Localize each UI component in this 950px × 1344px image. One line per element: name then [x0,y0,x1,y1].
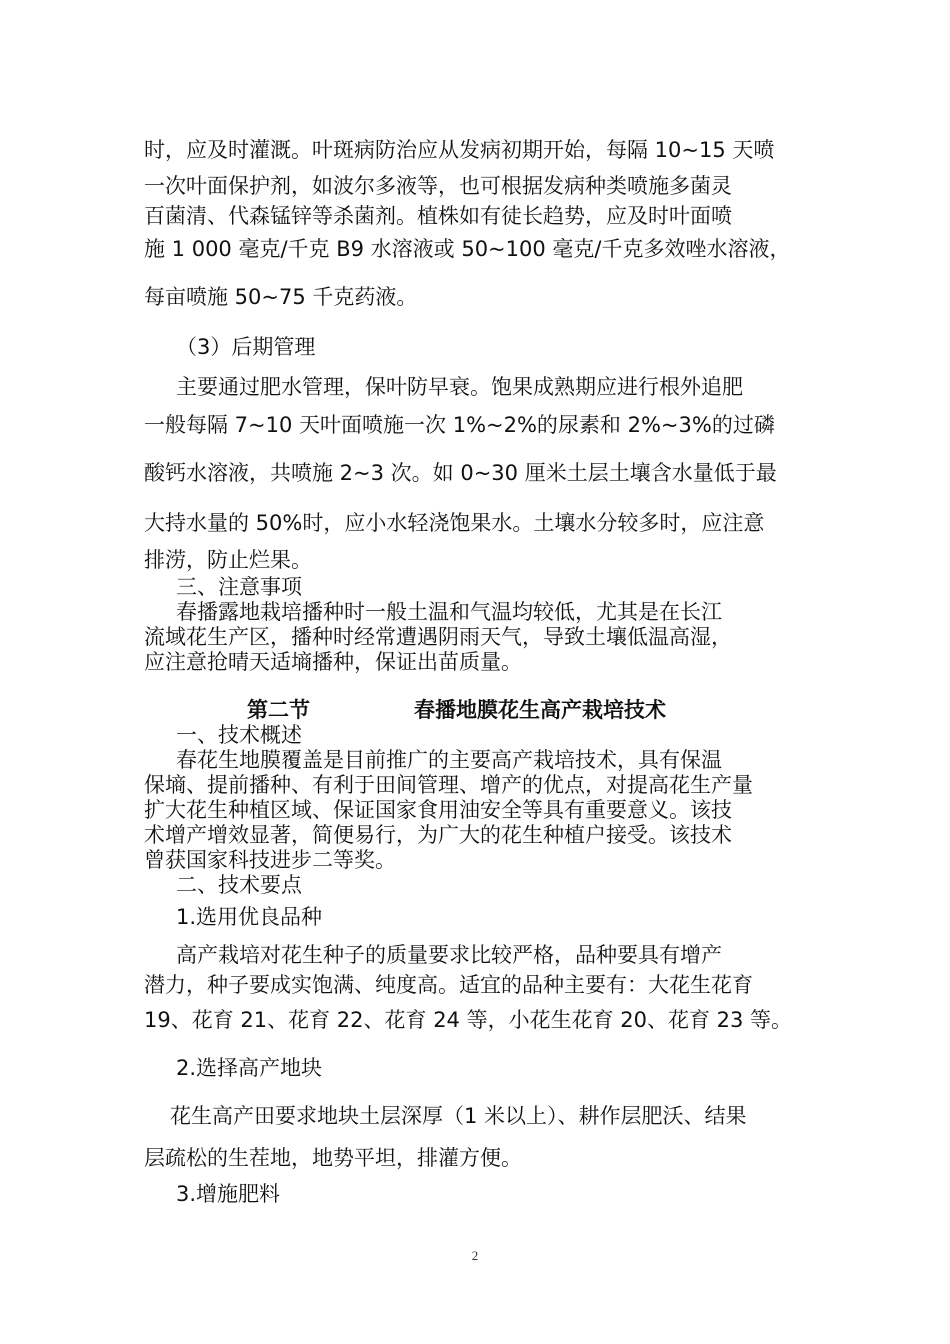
paragraph-line: 酸钙水溶液，共喷施 2~3 次。如 0~30 厘米土层土壤含水量低于最 [144,461,777,485]
paragraph-line: 高产栽培对花生种子的质量要求比较严格，品种要具有增产 [176,943,722,967]
paragraph-line: 施 1 000 毫克/千克 B9 水溶液或 50~100 毫克/千克多效唑水溶液， [144,237,791,261]
paragraph-line: 层疏松的生茬地，地势平坦，排灌方便。 [144,1146,522,1170]
paragraph-line: 一般每隔 7~10 天叶面喷施一次 1%~2%的尿素和 2%~3%的过磷 [144,413,775,437]
paragraph-line: 花生高产田要求地块土层深厚（1 米以上）、耕作层肥沃、结果 [170,1104,747,1128]
subsection-heading: （3）后期管理 [176,335,316,359]
subsection-heading: 1.选用优良品种 [176,905,323,929]
paragraph-line: 潜力，种子要成实饱满、纯度高。适宜的品种主要有：大花生花育 [144,973,753,997]
section-heading: 三、注意事项 [176,575,302,599]
section-heading: 一、技术概述 [176,723,302,747]
paragraph-line: 时，应及时灌溉。叶斑病防治应从发病初期开始，每隔 10~15 天喷 [144,138,775,162]
paragraph-line: 19、花育 21、花育 22、花育 24 等，小花生花育 20、花育 23 等。 [144,1008,793,1032]
subsection-heading: 2.选择高产地块 [176,1056,323,1080]
paragraph-line: 大持水量的 50%时，应小水轻浇饱果水。土壤水分较多时，应注意 [144,511,765,535]
section-heading: 二、技术要点 [176,873,302,897]
paragraph-line: 曾获国家科技进步二等奖。 [144,848,396,872]
chapter-number: 第二节 [247,698,310,722]
paragraph-line: 流域花生产区，播种时经常遭遇阴雨天气，导致土壤低温高湿， [144,625,732,649]
paragraph-line: 一次叶面保护剂，如波尔多液等，也可根据发病种类喷施多菌灵 [144,174,732,198]
paragraph-line: 扩大花生种植区域、保证国家食用油安全等具有重要意义。该技 [144,798,732,822]
paragraph-line: 排涝，防止烂果。 [144,548,312,572]
subsection-heading: 3.增施肥料 [176,1182,281,1206]
paragraph-line: 百菌清、代森锰锌等杀菌剂。植株如有徒长趋势，应及时叶面喷 [144,204,732,228]
paragraph-line: 保墒、提前播种、有利于田间管理、增产的优点，对提高花生产量 [144,773,753,797]
paragraph-line: 春花生地膜覆盖是目前推广的主要高产栽培技术，具有保温 [176,748,722,772]
paragraph-line: 术增产增效显著，简便易行，为广大的花生种植户接受。该技术 [144,823,732,847]
paragraph-line: 春播露地栽培播种时一般土温和气温均较低，尤其是在长江 [176,600,722,624]
chapter-name: 春播地膜花生高产栽培技术 [414,698,666,722]
paragraph-line: 每亩喷施 50~75 千克药液。 [144,285,418,309]
paragraph-line: 主要通过肥水管理，保叶防早衰。饱果成熟期应进行根外追肥 [176,375,743,399]
paragraph-line: 应注意抢晴天适墒播种，保证出苗质量。 [144,650,522,674]
page-number: 2 [471,1248,479,1263]
